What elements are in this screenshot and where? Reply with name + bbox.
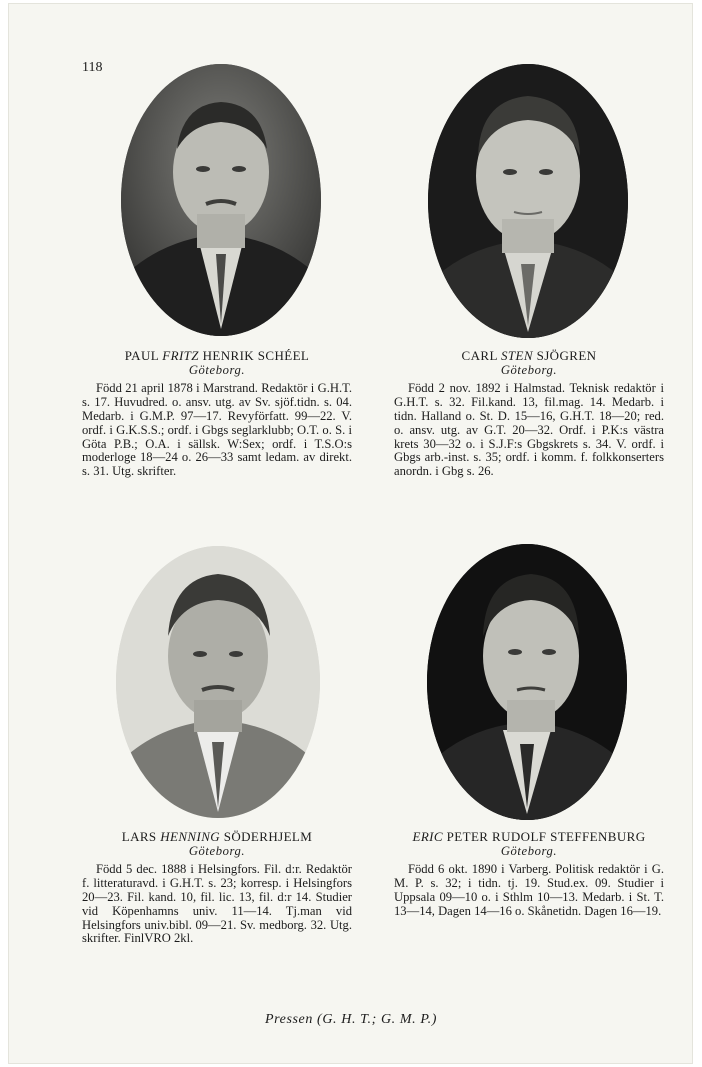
portrait-photo-1	[121, 64, 321, 336]
portrait-photo-4	[427, 544, 627, 820]
biography-entry-3	[82, 830, 352, 946]
person-bio: Född 2 nov. 1892 i Halmstad. Teknisk redaktör i G.H.T. s. 32. Fil.kand. 13, fil.mag. 14. Medarb. i tidn. Halland o. St. D. 15—16, G.H.T. 18—20; red. o. ansv. utg. av G.T. 20—32. Ordf. i P.K:s västra krets 30—32 o. i S.J.F:s Gbgskrets s. 34. V. ordf. i Gbgs arb.-inst. s. 35; ordf. i komm. f. folkkonserters anordn. i Gbg s. 26.	[394, 380, 664, 479]
person-bio: Född 21 april 1878 i Marstrand. Redaktör i G.H.T. s. 17. Huvudred. o. ansv. utg. av Sv. sjöf.tidn. s. 04. Medarb. i G.M.P. 97—17. Revyförfatt. 99—22. V. ordf. i G.K.S.S.; ordf. i Gbgs seglarklubb; O.T. o. S. i Göta P.B.; O.A. i sällsk. W:Sex; ordf. i T.S.O:s moderloge 18—24 o. 26—33 samt ledam. av direkt. s. 31. Utg. skrifter.	[82, 380, 352, 479]
portrait-photo-3	[116, 546, 320, 818]
person-bio: Född 6 okt. 1890 i Varberg. Politisk redaktör i G. M. P. s. 32; i tidn. tj. 19. Stud.ex. 09. Studier i Uppsala 09—10 o. i Sthlm 10—13. Medarb. i St. T. 13—14, Dagen 14—16 o. Skånetidn. Dagen 16—19.	[394, 861, 664, 918]
biography-entry-1	[82, 349, 352, 479]
person-bio: Född 5 dec. 1888 i Helsingfors. Fil. d:r. Redaktör f. litteraturavd. i G.H.T. s. 23; korresp. i Helsingfors 20—23. Fil. kand. 10, fil. lic. 13, fil. d:r 14. Studier vid Köpenhamns univ. 11—14. Tj.man vid Helsingfors univ.bibl. 09—21. Sv. medborg. 32. Utg. skrifter. FinlVRO 2kl.	[82, 861, 352, 946]
person-city: Göteborg.	[188, 844, 246, 858]
person-city: Göteborg.	[500, 363, 558, 377]
person-name: ERIC PETER RUDOLF STEFFENBURG	[412, 829, 646, 844]
biography-entry-4	[394, 830, 664, 919]
person-name: PAUL FRITZ HENRIK SCHÉEL	[124, 348, 310, 363]
biography-entry-2	[394, 349, 664, 479]
portrait-photo-2	[428, 64, 628, 338]
person-name: LARS HENNING SÖDERHJELM	[121, 829, 313, 844]
person-city: Göteborg.	[188, 363, 246, 377]
person-city: Göteborg.	[500, 844, 558, 858]
person-name: CARL STEN SJÖGREN	[461, 348, 597, 363]
page-footer: Pressen (G. H. T.; G. M. P.)	[264, 1012, 438, 1027]
page-number: 118	[82, 60, 103, 75]
